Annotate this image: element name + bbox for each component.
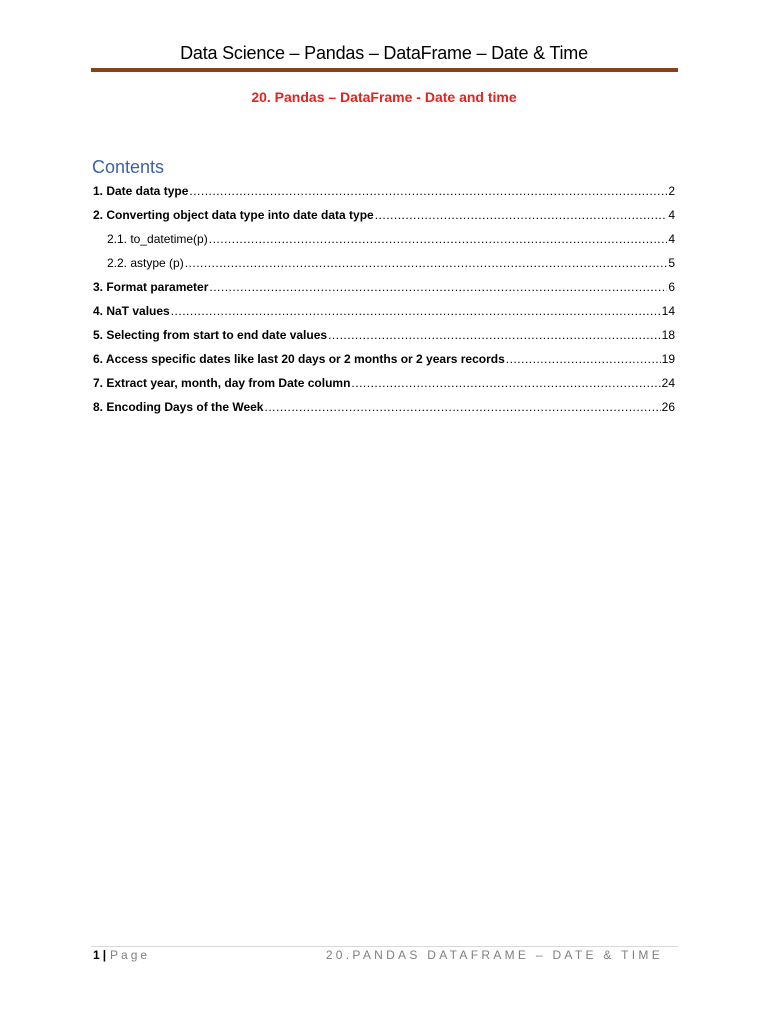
- toc-entry-page[interactable]: 6: [668, 280, 675, 294]
- footer-page-number: 1: [93, 948, 100, 962]
- page-header-title: Data Science – Pandas – DataFrame – Date & Time: [180, 43, 588, 63]
- toc-entry-converting-object[interactable]: [93, 203, 675, 227]
- table-of-contents: [93, 179, 675, 419]
- toc-dot-leader: [171, 299, 661, 323]
- toc-dot-leader: [264, 395, 660, 419]
- toc-entry-label[interactable]: 2. Converting object data type into date data type: [93, 208, 374, 222]
- toc-entry-label[interactable]: 6. Access specific dates like last 20 days or 2 months or 2 years records: [93, 352, 505, 366]
- footer-divider: [91, 946, 678, 947]
- toc-dot-leader: [209, 227, 668, 251]
- footer-page-indicator: [93, 948, 150, 962]
- toc-entry-page[interactable]: 26: [661, 400, 675, 414]
- footer-running-title: 20.PANDAS DATAFRAME – DATE & TIME: [325, 948, 663, 962]
- toc-dot-leader: [185, 251, 668, 275]
- toc-dot-leader: [506, 347, 661, 371]
- toc-entry-page[interactable]: 5: [668, 256, 675, 270]
- toc-entry-page[interactable]: 18: [661, 328, 675, 342]
- toc-entry-to-datetime[interactable]: [93, 227, 675, 251]
- document-title: 20. Pandas – DataFrame - Date and time: [251, 89, 517, 105]
- toc-entry-astype[interactable]: [93, 251, 675, 275]
- toc-entry-format-parameter[interactable]: [93, 275, 675, 299]
- toc-dot-leader: [375, 203, 668, 227]
- toc-entry-label[interactable]: 2.2. astype (p): [107, 256, 184, 270]
- toc-entry-extract-year-month-day[interactable]: [93, 371, 675, 395]
- toc-entry-label[interactable]: 7. Extract year, month, day from Date column: [93, 376, 351, 390]
- toc-entry-date-data-type[interactable]: [93, 179, 675, 203]
- toc-entry-encoding-days[interactable]: [93, 395, 675, 419]
- toc-entry-page[interactable]: 2: [668, 184, 675, 198]
- toc-entry-page[interactable]: 14: [661, 304, 675, 318]
- toc-entry-page[interactable]: 19: [661, 352, 675, 366]
- toc-entry-selecting-dates[interactable]: [93, 323, 675, 347]
- toc-dot-leader: [351, 371, 660, 395]
- footer-separator: |: [102, 948, 107, 962]
- toc-entry-page[interactable]: 4: [668, 208, 675, 222]
- toc-entry-label[interactable]: 8. Encoding Days of the Week: [93, 400, 264, 414]
- header-divider: [91, 68, 678, 72]
- toc-entry-page[interactable]: 4: [668, 232, 675, 246]
- toc-dot-leader: [209, 275, 667, 299]
- toc-entry-label[interactable]: 4. NaT values: [93, 304, 170, 318]
- toc-entry-page[interactable]: 24: [661, 376, 675, 390]
- toc-dot-leader: [328, 323, 661, 347]
- toc-entry-label[interactable]: 1. Date data type: [93, 184, 189, 198]
- footer-page-word: Page: [110, 948, 151, 962]
- toc-heading: Contents: [92, 157, 165, 177]
- toc-entry-label[interactable]: 5. Selecting from start to end date values: [93, 328, 328, 342]
- toc-entry-label[interactable]: 2.1. to_datetime(p): [107, 232, 208, 246]
- toc-entry-nat-values[interactable]: [93, 299, 675, 323]
- toc-entry-access-specific-dates[interactable]: [93, 347, 675, 371]
- toc-dot-leader: [189, 179, 667, 203]
- toc-entry-label[interactable]: 3. Format parameter: [93, 280, 209, 294]
